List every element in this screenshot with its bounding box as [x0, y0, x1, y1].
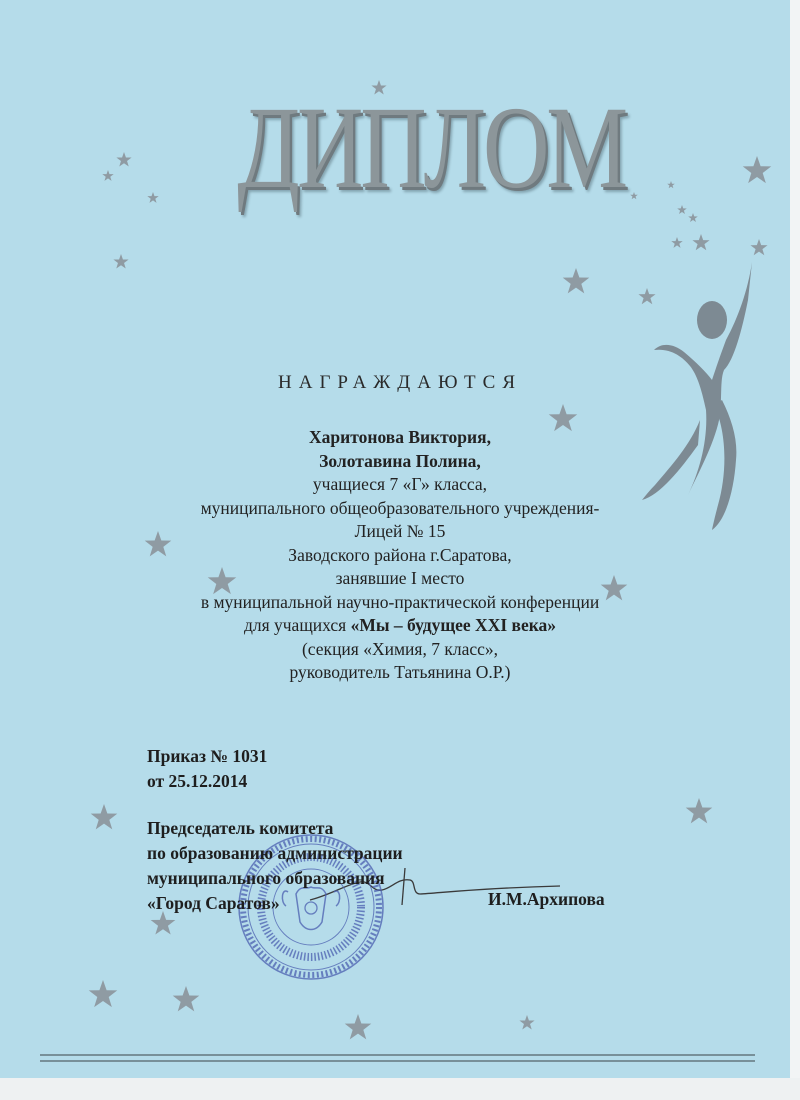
section-line: (секция «Химия, 7 класс», — [301, 638, 498, 659]
order-date: от 25.12.2014 — [147, 771, 248, 791]
signatory-title: муниципального образования — [147, 868, 385, 888]
star-icon — [638, 288, 655, 304]
awarded-heading: НАГРАЖДАЮТСЯ — [278, 372, 522, 393]
signatory-title: Председатель комитета — [147, 818, 334, 838]
star-icon — [677, 205, 687, 214]
district-line: Заводского района г.Саратова, — [288, 544, 512, 565]
star-icon — [750, 239, 767, 255]
order-number: Приказ № 1031 — [147, 746, 268, 766]
signer-name: И.М.Архипова — [488, 889, 605, 909]
recipient-name: Золотавина Полина, — [319, 450, 481, 471]
signatory-title: «Город Саратов» — [147, 893, 280, 913]
institution-line: муниципального общеобразовательного учреждения- — [200, 497, 600, 518]
place-line: занявшие I место — [335, 568, 465, 588]
signatory-block — [147, 816, 403, 916]
star-icon — [688, 213, 698, 222]
order-block — [147, 744, 267, 794]
conference-name: «Мы – будущее XXI века» — [350, 615, 557, 635]
star-icon — [116, 152, 131, 166]
recipient-name: Харитонова Виктория, — [309, 427, 491, 447]
star-icon — [519, 1015, 534, 1029]
for-students-text: для учащихся — [243, 615, 347, 635]
bottom-border — [40, 1055, 755, 1061]
star-icon — [91, 804, 118, 829]
star-icon — [667, 181, 675, 188]
star-icon — [102, 170, 113, 181]
star-icon — [743, 156, 772, 183]
diploma-title: ДИПЛОМ — [237, 82, 626, 213]
star-icon — [563, 268, 590, 293]
star-icon — [113, 254, 128, 268]
award-text — [150, 426, 650, 685]
signatory-title: по образованию администрации — [147, 843, 403, 863]
star-icon — [692, 234, 709, 250]
conference-line: в муниципальной научно-практической конференции — [200, 591, 600, 612]
star-icon — [630, 192, 638, 199]
star-icon — [345, 1014, 372, 1039]
star-icon — [89, 980, 118, 1007]
students-line: учащиеся 7 «Г» класса, — [312, 474, 488, 494]
star-icon — [671, 237, 682, 248]
star-icon — [686, 798, 713, 823]
for-students-line — [150, 614, 650, 638]
dancer-figure — [642, 262, 752, 530]
page-edge — [0, 1078, 800, 1100]
page-edge — [790, 0, 800, 1100]
supervisor-line: руководитель Татьянина О.Р.) — [289, 662, 511, 682]
star-icon — [147, 192, 158, 203]
lyceum-line: Лицей № 15 — [354, 521, 446, 541]
star-icon — [173, 986, 200, 1011]
